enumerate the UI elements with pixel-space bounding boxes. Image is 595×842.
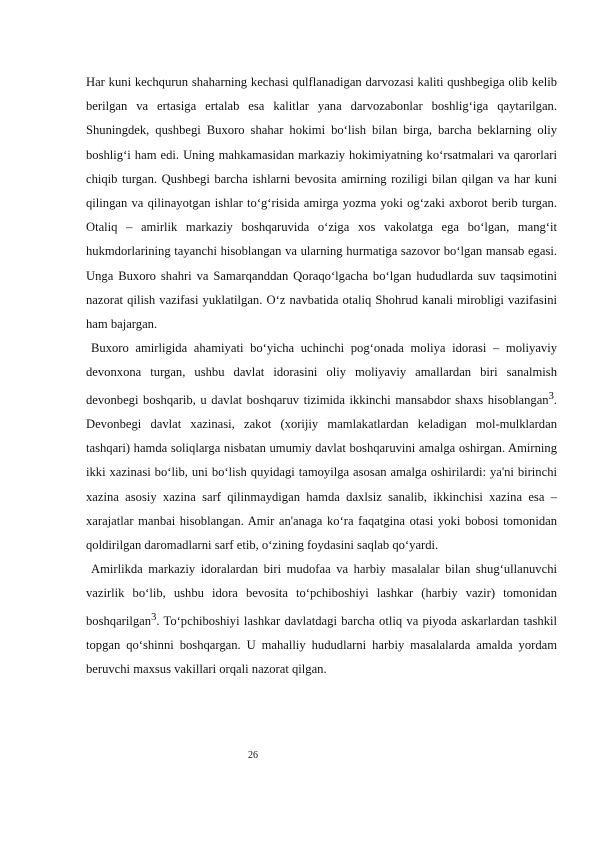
footnote-marker: 3 xyxy=(548,390,554,402)
paragraph-mudofaa-vazirligi xyxy=(86,557,557,681)
paragraph-text: . Devonbegi davlat xazinasi, zakot (xorijiy mamlakatlardan keladigan mol-mulklardan tashqari) hamda soliqlarga nisbatan umumiy davlat boshqaruvini amalga oshirgan. Amirning ikki xazinasi bo‘lib, uni bo‘lish quyidagi tamoyilga asosan amalga oshirilardi: ya'ni birinchi xazina asosiy xazina sarf qilinmaydigan hamda daxlsiz sanalib, ikkinchisi xazina esa – xarajatlar manbai hisoblangan. Amir an'anaga ko‘ra faqatgina otasi yoki bobosi tomonidan qoldirilgan daromadlarni sarf etib, o‘zining foydasini saqlab qo‘yardi. xyxy=(86,392,557,553)
page-body xyxy=(86,70,557,681)
footnote-marker: 3 xyxy=(151,611,157,623)
paragraph-text: Buxoro amirligida ahamiyati bo‘yicha uchinchi pog‘onada moliya idorasi – moliyaviy devonxona turgan, ushbu davlat idorasini oliy moliyaviy amallardan biri sanalmish devonbegi boshqarib, u davlat boshqaruv tizimida ikkinchi mansabdor shaxs hisoblangan xyxy=(86,341,557,407)
paragraph-text: Amirlikda markaziy idoralardan biri mudofaa va harbiy masalalar bilan shug‘ullanuvchi vazirlik bo‘lib, ushbu idora bevosita to‘pchiboshiyi lashkar (harbiy vazir) tomonidan boshqarilgan xyxy=(86,562,557,628)
page-number: 26 xyxy=(248,750,258,761)
paragraph-text: . To‘pchiboshiyi lashkar davlatdagi barcha otliq va piyoda askarlardan tashkil topgan qo‘shinni boshqargan. U mahalliy hududlarni harbiy masalalarda amalda yordam beruvchi maxsus vakillari orqali nazorat qilgan. xyxy=(86,613,557,677)
paragraph-devonbegi xyxy=(86,336,557,557)
paragraph-qushbegi-otaliq: Har kuni kechqurun shaharning kechasi qulflanadigan darvozasi kaliti qushbegiga olib kelib berilgan va ertasiga ertalab esa kalitlar yana darvozabonlar boshlig‘iga qaytarilgan. Shuningdek, qushbegi Buxoro shahar hokimi bo‘lish bilan birga, barcha beklarning oliy boshlig‘i ham edi. Uning mahkamasidan markaziy hokimiyatning ko‘rsatmalari va qarorlari chiqib turgan. Qushbegi barcha ishlarni bevosita amirning roziligi bilan qilgan va har kuni qilingan va qilinayotgan ishlar to‘g‘risida amirga yozma yoki og‘zaki axborot berib turgan. Otaliq – amirlik markaziy boshqaruvida o‘ziga xos vakolatga ega bo‘lgan, mang‘it hukmdorlarining tayanchi hisoblangan va ularning hurmatiga sazovor bo‘lgan mansab egasi. Unga Buxoro shahri va Samarqanddan Qoraqo‘lgacha bo‘lgan hududlarda suv taqsimotini nazorat qilish vazifasi yuklatilgan. O‘z navbatida otaliq Shohrud kanali mirobligi vazifasini ham bajargan. xyxy=(86,75,557,332)
